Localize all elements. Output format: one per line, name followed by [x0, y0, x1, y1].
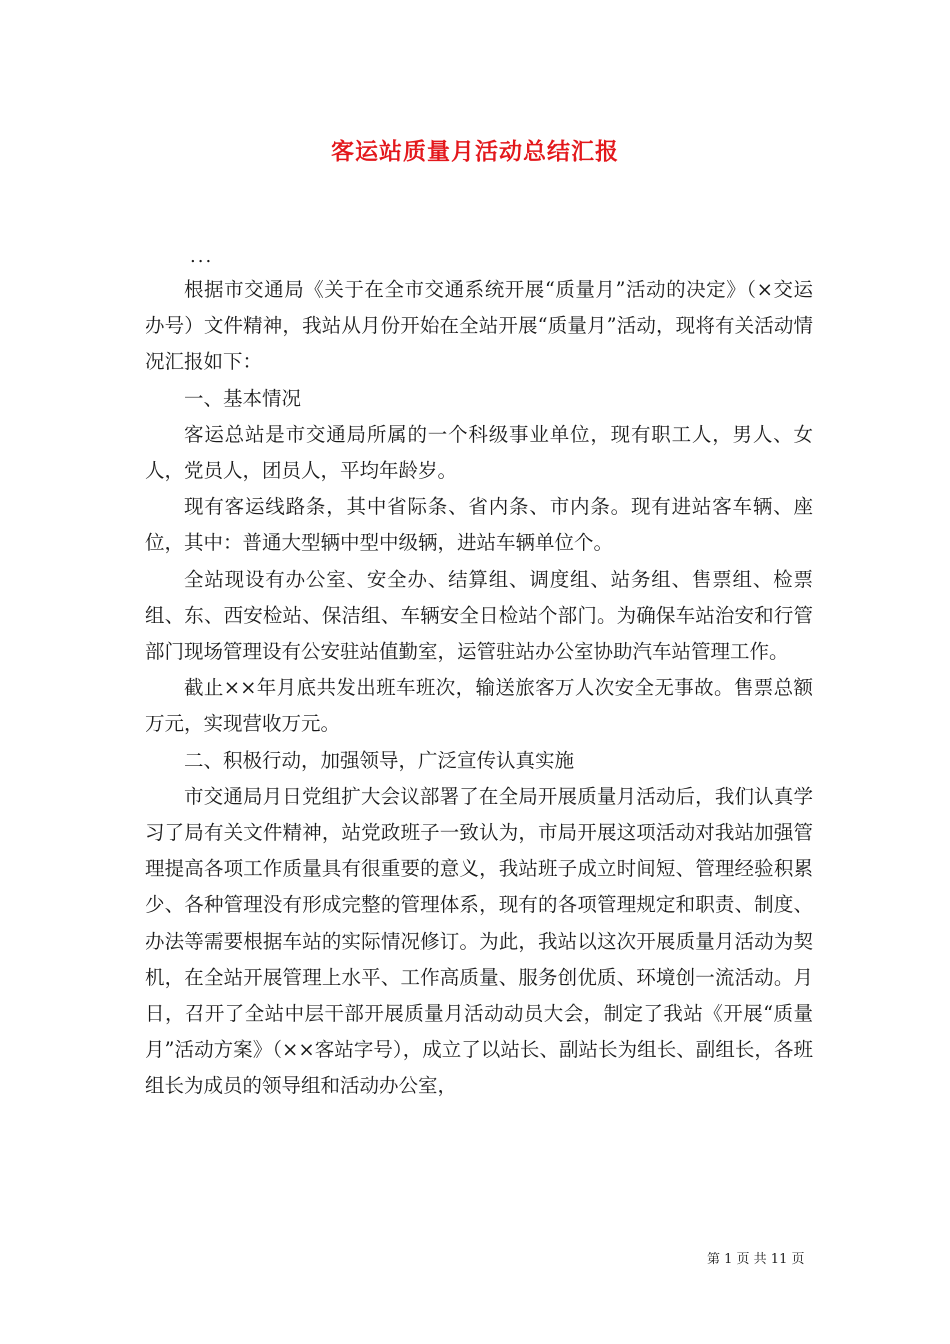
document-title: 客运站质量月活动总结汇报 [331, 138, 619, 165]
section-heading-2: 二、积极行动，加强领导，广泛宣传认真实施 [184, 748, 575, 772]
paragraph-departments: 全站现设有办公室、安全办、结算组、调度组、站务组、售票组、检票组、东、西安检站、保洁组、车辆安全日检站个部门。为确保车站治安和行管部门现场管理设有公安驻站值勤室，运管驻站办公室协助汽车站管理工作。 [145, 567, 813, 664]
paragraph-staff: 客运总站是市交通局所属的一个科级事业单位，现有职工人，男人、女人，党员人，团员人，平均年龄岁。 [145, 422, 813, 483]
paragraph-intro: 根据市交通局《关于在全市交通系统开展“质量月”活动的决定》（×交运办号）文件精神，我站从月份开始在全站开展“质量月”活动，现将有关活动情况汇报如下： [145, 278, 813, 374]
paragraph-routes: 现有客运线路条，其中省际条、省内条、市内条。现有进站客车辆、座位，其中：普通大型辆中型中级辆，进站车辆单位个。 [145, 495, 813, 555]
ellipsis-marker: ... [190, 246, 214, 267]
paragraph-actions: 市交通局月日党组扩大会议部署了在全局开展质量月活动后，我们认真学习了局有关文件精神，站党政班子一致认为，市局开展这项活动对我站加强管理提高各项工作质量具有很重要的意义，我站班子成立时间短、管理经验积累少、各种管理没有形成完整的管理体系，现有的各项管理规定和职责、制度、办法等需要根据车站的实际情况修订。为此，我站以这次开展质量月活动为契机，在全站开展管理上水平、工作高质量、服务创优质、环境创一流活动。月日，召开了全站中层干部开展质量月活动动员大会，制定了我站《开展“质量月”活动方案》（××客站字号），成立了以站长、副站长为组长、副组长，各班组长为成员的领导组和活动办公室， [145, 784, 813, 1098]
document-body [145, 272, 813, 1105]
page-number-footer: 第 1 页 共 11 页 [707, 1252, 805, 1267]
paragraph-statistics: 截止××年月底共发出班车班次，输送旅客万人次安全无事故。售票总额万元，实现营收万元。 [145, 676, 813, 736]
section-heading-1: 一、基本情况 [184, 386, 302, 410]
